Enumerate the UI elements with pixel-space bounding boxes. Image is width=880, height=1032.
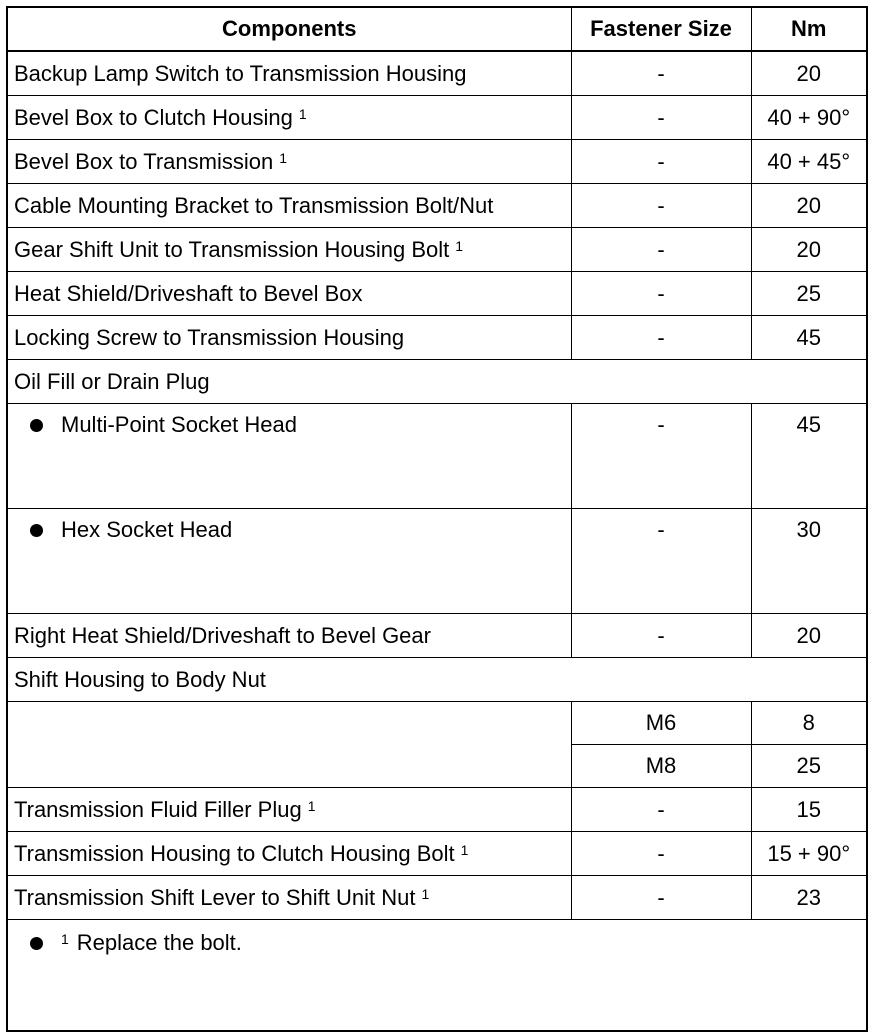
- table-row: [7, 832, 867, 876]
- component-text: Hex Socket Head: [61, 517, 233, 542]
- component-cell: [7, 184, 571, 228]
- component-text: Backup Lamp Switch to Transmission Housing: [14, 60, 467, 86]
- nm-cell: 40 + 45°: [751, 140, 867, 184]
- component-cell: [7, 272, 571, 316]
- nm-cell: 40 + 90°: [751, 96, 867, 140]
- component-text: Transmission Housing to Clutch Housing Bolt: [14, 840, 455, 866]
- table-row: [7, 272, 867, 316]
- component-text: Locking Screw to Transmission Housing: [14, 324, 405, 350]
- footnote-cell: [7, 920, 867, 1032]
- nm-cell: 8: [751, 702, 867, 745]
- nm-cell: 45: [751, 316, 867, 360]
- footnote-marker: 1: [61, 931, 69, 947]
- fastener-size-cell: -: [571, 509, 751, 614]
- footnote-text: Replace the bolt.: [76, 930, 242, 955]
- component-text: Right Heat Shield/Driveshaft to Bevel Gear: [14, 622, 431, 648]
- group-title-oil-fill: Oil Fill or Drain Plug: [7, 360, 867, 404]
- component-text: Transmission Fluid Filler Plug: [14, 796, 302, 822]
- fastener-size-cell: -: [571, 832, 751, 876]
- component-text: Bevel Box to Clutch Housing: [14, 104, 293, 130]
- nm-cell: 15 + 90°: [751, 832, 867, 876]
- nm-cell: 20: [751, 51, 867, 96]
- nm-cell: 20: [751, 184, 867, 228]
- footnote-marker: 1: [455, 237, 464, 254]
- table-row: [7, 404, 867, 509]
- component-cell: [7, 51, 571, 96]
- nm-cell: 45: [751, 404, 867, 509]
- table-row: [7, 876, 867, 920]
- component-cell: [7, 788, 571, 832]
- nm-cell: 25: [751, 272, 867, 316]
- component-text: Bevel Box to Transmission: [14, 148, 274, 174]
- table-row: [7, 96, 867, 140]
- fastener-size-cell: -: [571, 788, 751, 832]
- nm-cell: 20: [751, 614, 867, 658]
- group-title-shift-housing: Shift Housing to Body Nut: [7, 658, 867, 702]
- table-row: [7, 140, 867, 184]
- table-row: [7, 509, 867, 614]
- nm-cell: 15: [751, 788, 867, 832]
- footnote-marker: 1: [460, 841, 469, 858]
- nm-cell: 30: [751, 509, 867, 614]
- component-cell: [7, 832, 571, 876]
- header-fastener-size: Fastener Size: [571, 7, 751, 51]
- bullet-icon: [30, 419, 43, 432]
- table-row: [7, 702, 867, 745]
- fastener-size-cell: -: [571, 404, 751, 509]
- component-cell: [7, 876, 571, 920]
- nm-cell: 23: [751, 876, 867, 920]
- component-cell: [7, 509, 571, 614]
- group-header-row: [7, 658, 867, 702]
- fastener-size-cell: -: [571, 876, 751, 920]
- footnote-marker: 1: [307, 797, 316, 814]
- component-cell: [7, 404, 571, 509]
- table-row: [7, 316, 867, 360]
- header-nm: Nm: [751, 7, 867, 51]
- component-text: Gear Shift Unit to Transmission Housing Bolt: [14, 236, 450, 262]
- table-row: [7, 228, 867, 272]
- torque-spec-table: [6, 6, 868, 1032]
- component-text: Heat Shield/Driveshaft to Bevel Box: [14, 280, 363, 306]
- footnote-marker: 1: [298, 105, 307, 122]
- table-row: [7, 184, 867, 228]
- component-cell: [7, 316, 571, 360]
- fastener-size-cell: M8: [571, 745, 751, 788]
- nm-cell: 20: [751, 228, 867, 272]
- component-cell: [7, 228, 571, 272]
- bullet-icon: [30, 937, 43, 950]
- component-cell: [7, 614, 571, 658]
- component-text: Transmission Shift Lever to Shift Unit Nut: [14, 884, 416, 910]
- group-header-row: [7, 360, 867, 404]
- fastener-size-cell: -: [571, 96, 751, 140]
- empty-component-cell: [7, 702, 571, 788]
- table-row: [7, 614, 867, 658]
- nm-cell: 25: [751, 745, 867, 788]
- footnote-marker: 1: [279, 149, 288, 166]
- header-components: Components: [7, 7, 571, 51]
- component-text: Multi-Point Socket Head: [61, 412, 297, 437]
- fastener-size-cell: M6: [571, 702, 751, 745]
- fastener-size-cell: -: [571, 316, 751, 360]
- table-row: [7, 51, 867, 96]
- footnote-marker: 1: [421, 885, 430, 902]
- bullet-icon: [30, 524, 43, 537]
- header-row: [7, 7, 867, 51]
- footnote-row: [7, 920, 867, 1032]
- fastener-size-cell: -: [571, 184, 751, 228]
- table-row: [7, 788, 867, 832]
- torque-spec-table-wrapper: [6, 6, 868, 1032]
- fastener-size-cell: -: [571, 614, 751, 658]
- component-cell: [7, 140, 571, 184]
- fastener-size-cell: -: [571, 140, 751, 184]
- fastener-size-cell: -: [571, 272, 751, 316]
- component-text: Cable Mounting Bracket to Transmission Bolt/Nut: [14, 192, 494, 218]
- fastener-size-cell: -: [571, 228, 751, 272]
- fastener-size-cell: -: [571, 51, 751, 96]
- component-cell: [7, 96, 571, 140]
